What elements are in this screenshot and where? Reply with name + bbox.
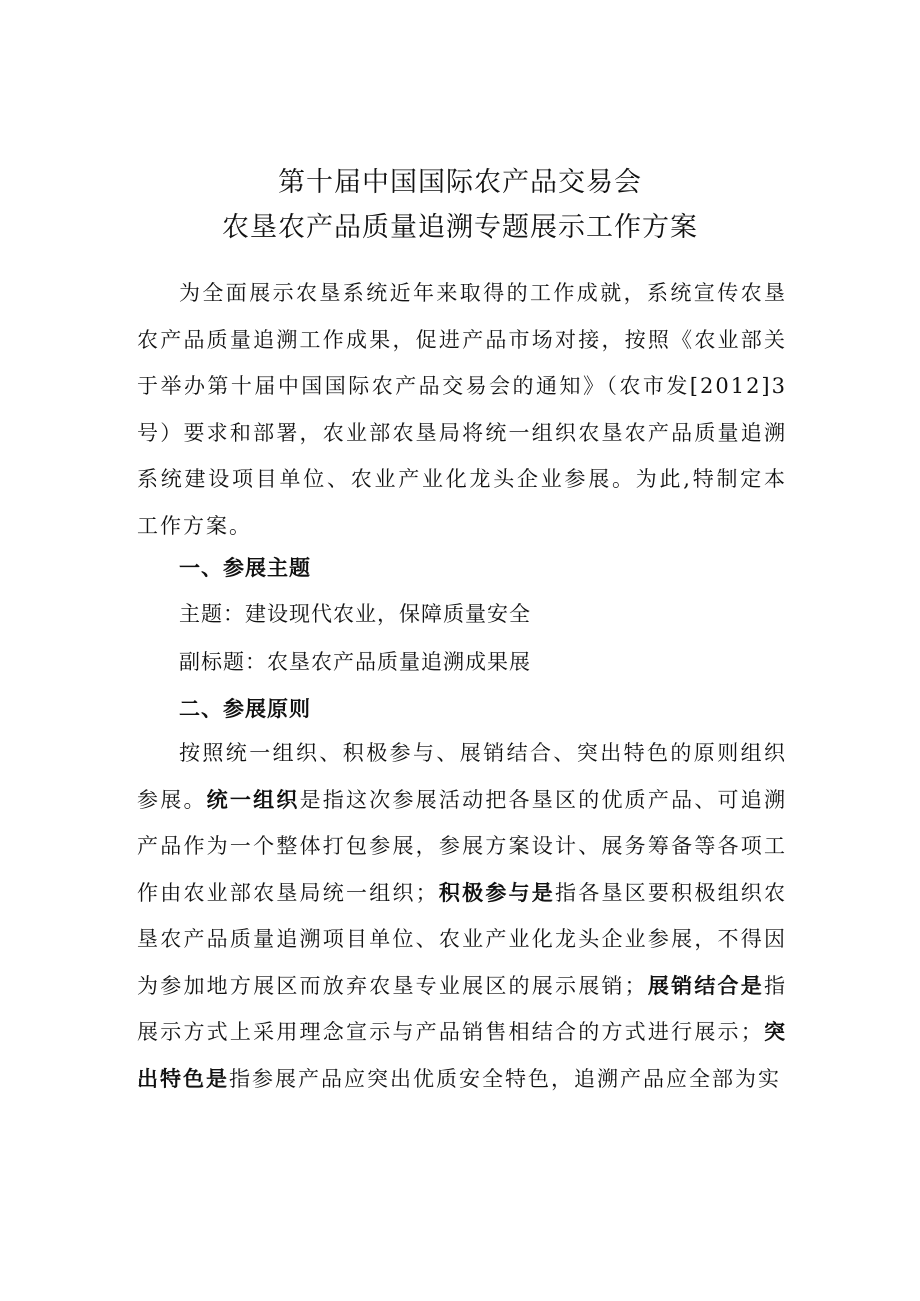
section-1-heading: 一、参展主题 xyxy=(179,555,311,580)
principle-highlight-features-text: 指参展产品应突出优质安全特色，追溯产品应全部为实 xyxy=(229,1066,781,1091)
principles-intro: 按照统一组织、积极参与、展销结合、突出特色的原则组织参展。 xyxy=(137,741,787,812)
document-title-line-2: 农垦农产品质量追溯专题展示工作方案 xyxy=(222,212,698,243)
intro-paragraph: 为全面展示农垦系统近年来取得的工作成就，系统宣传农垦农产品质量追溯工作成果，促进产品市场对接，按照《农业部关于举办第十届中国国际农产品交易会的通知》（农市发[2012]3号）要求和部署，农业部农垦局将统一组织农垦农产品质量追溯系统建设项目单位、农业产业化龙头企业参展。为此,特制定本工作方案。 xyxy=(137,281,787,538)
principle-unified-organization-text: 是指这次参展活动把各垦区的优质产品、可追溯产品作为一个整体打包参展，参展方案设计、展务筹备等各项工作由农业部农垦局统一组织； xyxy=(137,787,788,905)
section-2-heading: 二、参展原则 xyxy=(179,696,311,721)
principle-unified-organization-term: 统一组织 xyxy=(206,786,300,812)
principles-paragraph-block xyxy=(137,730,787,1102)
document-title-line-1: 第十届中国国际农产品交易会 xyxy=(278,167,642,198)
principle-active-participation-text: 指各垦区要积极组织农垦农产品质量追溯项目单位、农业产业化龙头企业参展，不得因为参加地方展区而放弃农垦专业展区的展示展销； xyxy=(137,880,788,998)
principle-exhibit-and-sale-text: 指展示方式上采用理念宣示与产品销售相结合的方式进行展示； xyxy=(137,973,788,1044)
exhibition-theme: 主题：建设现代农业，保障质量安全 xyxy=(179,602,531,626)
exhibition-subtitle: 副标题：农垦农产品质量追溯成果展 xyxy=(179,650,531,674)
intro-paragraph-block xyxy=(137,270,787,549)
principle-active-participation-term: 积极参与是 xyxy=(438,879,556,905)
principles-paragraph xyxy=(137,730,787,1102)
principle-exhibit-and-sale-term: 展销结合是 xyxy=(647,972,765,998)
principle-highlight-features-term: 突出特色是 xyxy=(137,1019,788,1091)
